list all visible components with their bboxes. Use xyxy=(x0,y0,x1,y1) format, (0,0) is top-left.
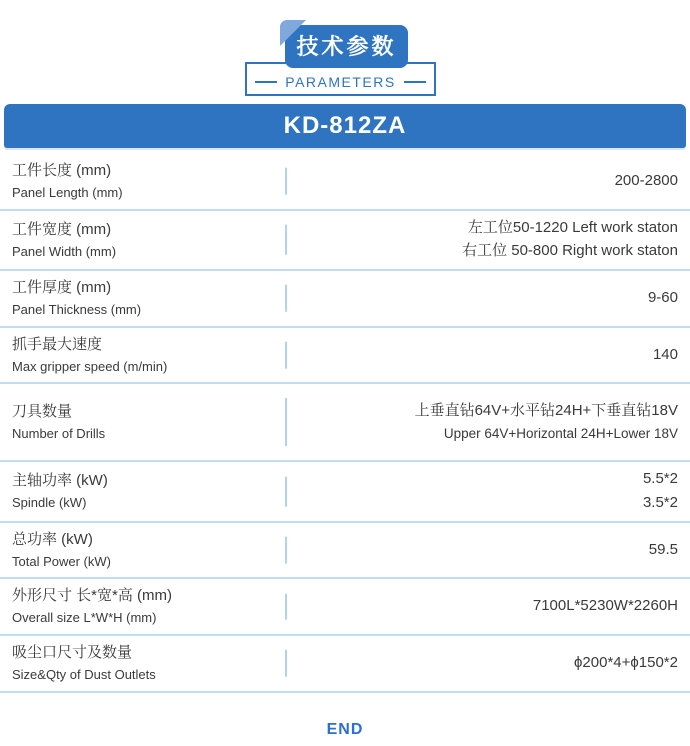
parameters-subtitle: PARAMETERS xyxy=(285,74,396,90)
page-header xyxy=(0,0,690,104)
spec-value-cell xyxy=(285,328,690,383)
spec-label-zh: 总功率 (kW) xyxy=(12,530,93,548)
spec-value-cell xyxy=(285,271,690,326)
spec-label-en: Total Power (kW) xyxy=(12,553,111,569)
table-row xyxy=(0,462,690,523)
spec-label-cell xyxy=(0,154,285,209)
spec-label-zh: 外形尺寸 长*宽*高 (mm) xyxy=(12,587,172,605)
spec-label-en: Spindle (kW) xyxy=(12,495,87,511)
spec-value-cell xyxy=(285,636,690,691)
spec-label-zh: 主轴功率 (kW) xyxy=(12,472,108,490)
spec-value: ϕ200*4+ϕ150*2 xyxy=(574,653,678,671)
spec-label-en: Panel Width (mm) xyxy=(12,243,117,259)
spec-value-cell xyxy=(285,384,690,460)
spec-value-cell xyxy=(285,462,690,521)
title-badge xyxy=(285,25,408,68)
table-row xyxy=(0,271,690,328)
table-row xyxy=(0,328,690,385)
spec-label-zh: 抓手最大速度 xyxy=(12,335,103,353)
spec-value: 右工位 50-800 Right work staton xyxy=(462,242,678,260)
spec-label-en: Panel Thickness (mm) xyxy=(12,302,142,318)
spec-value: 200-2800 xyxy=(614,171,678,189)
spec-label-zh: 工件宽度 (mm) xyxy=(12,220,112,238)
spec-label-zh: 刀具数量 xyxy=(12,402,73,420)
spec-value: 上垂直钻64V+水平钻24H+下垂直钻18V xyxy=(414,401,678,419)
spec-value: 9-60 xyxy=(647,289,678,307)
spec-value: Upper 64V+Horizontal 24H+Lower 18V xyxy=(443,425,678,441)
table-row xyxy=(0,211,690,272)
spec-value: 7100L*5230W*2260H xyxy=(532,597,678,615)
spec-value-cell xyxy=(285,579,690,634)
table-row xyxy=(0,154,690,211)
right-dash-decoration xyxy=(404,81,426,83)
spec-table xyxy=(0,154,690,693)
spec-label-en: Number of Drills xyxy=(12,425,106,441)
spec-label-cell xyxy=(0,462,285,521)
spec-label-en: Size&Qty of Dust Outlets xyxy=(12,666,156,682)
spec-label-cell xyxy=(0,523,285,578)
spec-value: 3.5*2 xyxy=(642,494,678,512)
model-header-bar xyxy=(4,104,686,148)
spec-label-en: Panel Length (mm) xyxy=(12,185,123,200)
spec-value: 5.5*2 xyxy=(642,470,678,488)
spec-label-cell xyxy=(0,384,285,460)
spec-value: 59.5 xyxy=(648,540,678,558)
spec-value: 140 xyxy=(652,345,678,363)
spec-label-zh: 工件厚度 (mm) xyxy=(12,279,112,297)
spec-label-zh: 工件长度 (mm) xyxy=(12,162,112,179)
spec-label-cell xyxy=(0,579,285,634)
table-row xyxy=(0,579,690,636)
spec-label-cell xyxy=(0,328,285,383)
table-row xyxy=(0,523,690,580)
spec-value-cell xyxy=(285,523,690,578)
end-label: END xyxy=(326,720,364,738)
spec-value-cell xyxy=(285,154,690,209)
spec-label-zh: 吸尘口尺寸及数量 xyxy=(12,643,133,661)
table-row xyxy=(0,384,690,462)
page-title: 技术参数 xyxy=(296,33,397,59)
spec-label-cell xyxy=(0,211,285,270)
table-row xyxy=(0,636,690,693)
spec-label-cell xyxy=(0,271,285,326)
spec-label-en: Max gripper speed (m/min) xyxy=(12,358,168,374)
spec-label-en: Overall size L*W*H (mm) xyxy=(12,610,157,626)
spec-value-cell xyxy=(285,211,690,270)
spec-label-cell xyxy=(0,636,285,691)
spec-value: 左工位50-1220 Left work staton xyxy=(467,218,678,236)
left-dash-decoration xyxy=(255,81,277,83)
model-name: KD-812ZA xyxy=(283,112,407,139)
